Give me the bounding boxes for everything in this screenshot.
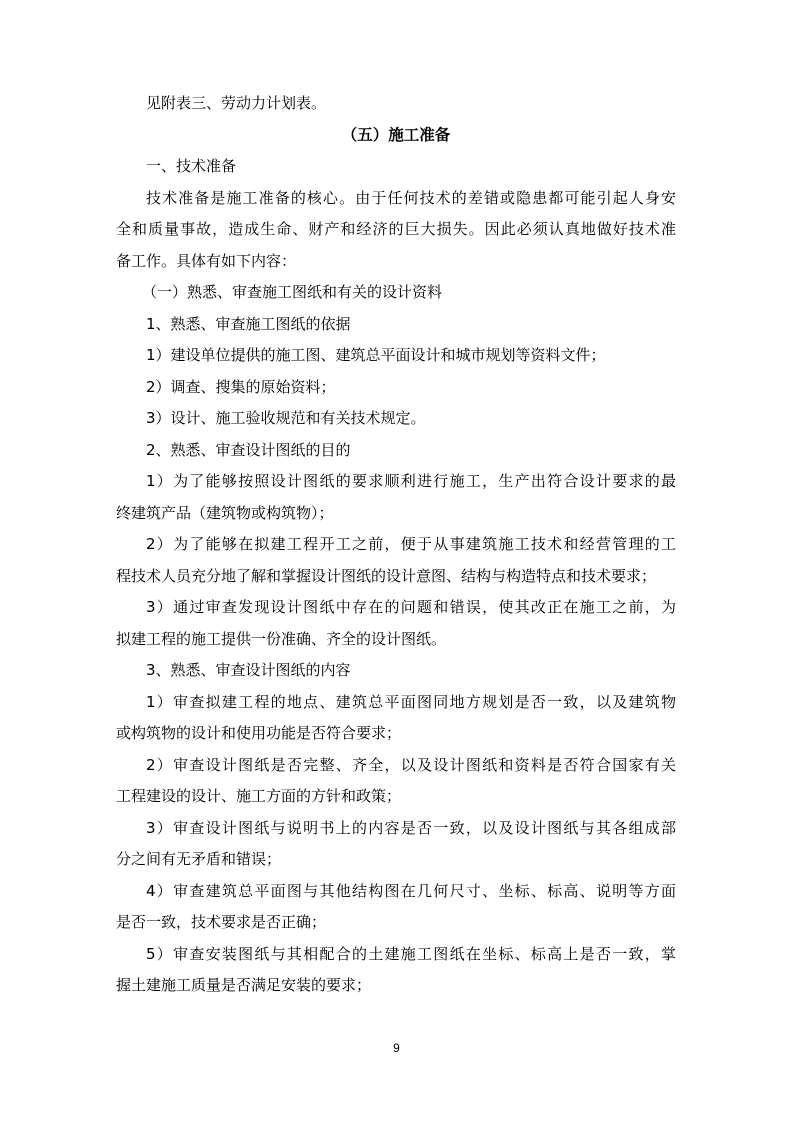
list-item: 4）审查建筑总平面图与其他结构图在几何尺寸、坐标、标高、说明等方面 xyxy=(146,881,676,900)
list-item: 2）为了能够在拟建工程开工之前，便于从事建筑施工技术和经营管理的工 xyxy=(146,535,676,553)
paragraph-line: 技术准备是施工准备的核心。由于任何技术的差错或隐患都可能引起人身安 xyxy=(146,188,676,207)
list-item: 1）为了能够按照设计图纸的要求顺利进行施工，生产出符合设计要求的最 xyxy=(146,472,676,490)
list-item-continuation: 程技术人员充分地了解和掌握设计图纸的设计意图、结构与构造特点和技术要求； xyxy=(116,566,657,585)
list-item: 3）审查设计图纸与说明书上的内容是否一致，以及设计图纸与其各组成部 xyxy=(146,818,676,837)
list-item-continuation: 终建筑产品（建筑物或构筑物）； xyxy=(116,503,334,522)
list-item: 1）审查拟建工程的地点、建筑总平面图同地方规划是否一致，以及建筑物 xyxy=(146,692,676,711)
list-item-continuation: 工程建设的设计、施工方面的方针和政策； xyxy=(116,787,402,805)
list-item-continuation: 或构筑物的设计和使用功能是否符合要求； xyxy=(116,724,402,742)
list-item-continuation: 拟建工程的施工提供一份准确、齐全的设计图纸。 xyxy=(116,629,447,648)
subheading: 一、技术准备 xyxy=(146,157,237,175)
list-item: 2）调查、搜集的原始资料； xyxy=(146,377,336,396)
list-heading: 3、熟悉、审查设计图纸的内容 xyxy=(146,661,351,679)
list-item: 5）审查安装图纸与其相配合的土建施工图纸在坐标、标高上是否一致，掌 xyxy=(146,944,676,963)
page-number: 9 xyxy=(393,1041,400,1055)
page-content xyxy=(116,88,676,1002)
list-item-continuation: 分之间有无矛盾和错误； xyxy=(116,850,282,868)
paragraph-line: 备工作。具体有如下内容： xyxy=(116,251,297,270)
list-heading: 1、熟悉、审查施工图纸的依据 xyxy=(146,314,351,333)
list-item: 3）设计、施工验收规范和有关技术规定。 xyxy=(146,409,426,427)
list-heading: 2、熟悉、审查设计图纸的目的 xyxy=(146,440,351,459)
paragraph-line: 全和质量事故，造成生命、财产和经济的巨大损失。因此必须认真地做好技术准 xyxy=(116,220,676,238)
list-item-continuation: 握土建施工质量是否满足安装的要求； xyxy=(116,976,372,994)
list-item: 2）审查设计图纸是否完整、齐全，以及设计图纸和资料是否符合国家有关 xyxy=(146,755,676,774)
section-heading: （五）施工准备 xyxy=(341,125,451,144)
list-item-continuation: 是否一致，技术要求是否正确； xyxy=(116,913,327,931)
list-item: 3）通过审查发现设计图纸中存在的问题和错误，使其改正在施工之前，为 xyxy=(146,598,676,616)
text-line: 见附表三、劳动力计划表。 xyxy=(146,94,327,112)
list-item: 1）建设单位提供的施工图、建筑总平面设计和城市规划等资料文件； xyxy=(146,346,606,364)
subheading: （一）熟悉、审查施工图纸和有关的设计资料 xyxy=(142,283,443,301)
